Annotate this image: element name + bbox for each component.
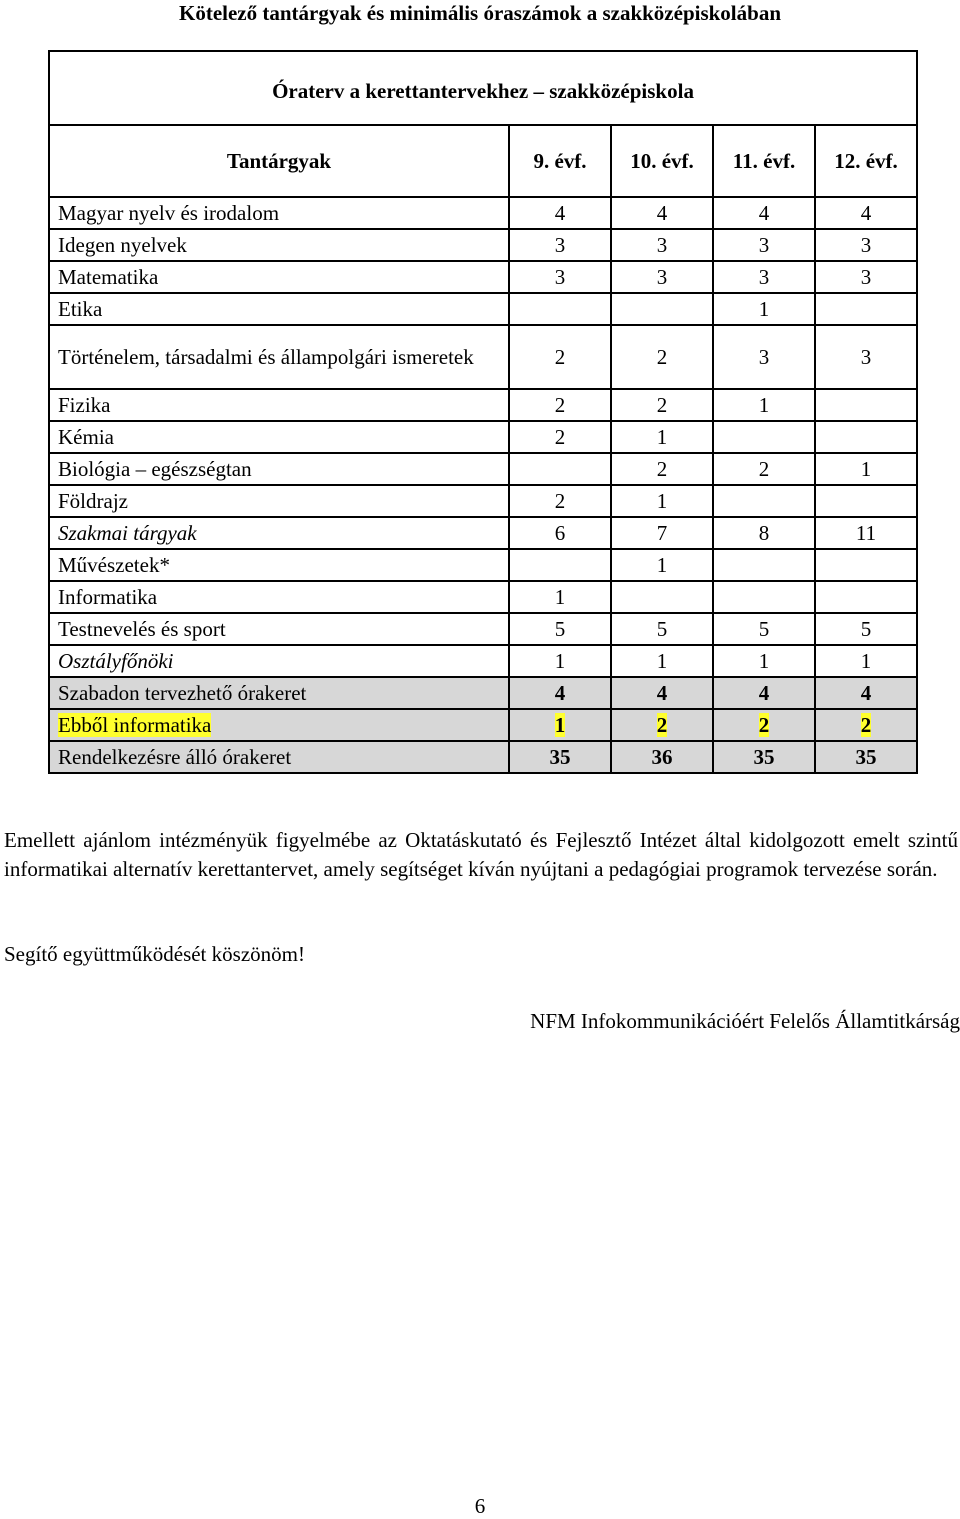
hours-value: 3: [656, 264, 668, 289]
hours-cell-grade-9: [509, 677, 611, 709]
hours-value: 4: [860, 680, 872, 705]
hours-cell-grade-12: [815, 709, 917, 741]
hours-value: 35: [549, 744, 571, 769]
hours-cell-grade-12: [815, 453, 917, 485]
hours-cell-grade-10: [611, 197, 713, 229]
hours-cell-grade-9: [509, 325, 611, 389]
hours-value: 36: [651, 744, 673, 769]
table-row: [49, 485, 917, 517]
page-title: Kötelező tantárgyak és minimális óraszámok a szakközépiskolában: [179, 1, 781, 25]
hours-cell-grade-12: [815, 421, 917, 453]
table-row: [49, 645, 917, 677]
subject-label: Magyar nyelv és irodalom: [58, 201, 280, 225]
subject-cell: [49, 261, 509, 293]
hours-cell-grade-12: [815, 261, 917, 293]
table-caption-row: [49, 51, 917, 125]
hours-value: 4: [554, 680, 566, 705]
hours-value: 1: [554, 584, 566, 609]
subject-cell: [49, 517, 509, 549]
hours-value: 1: [758, 296, 770, 321]
hours-value: 1: [758, 392, 770, 417]
subject-label: Matematika: [58, 265, 159, 289]
hours-value: 4: [860, 200, 872, 225]
hours-cell-grade-11: [713, 389, 815, 421]
hours-cell-grade-11: [713, 517, 815, 549]
curriculum-table: [48, 50, 918, 774]
hours-cell-grade-10: [611, 293, 713, 325]
recommendation-paragraph: Emellett ajánlom intézményük figyelmébe az Oktatáskutató és Fejlesztő Intézet által kidolgozott emelt szintű informatikai alternatív kerettantervet, amely segítséget kíván nyújtani a pedagógiai programok tervezése során.: [4, 828, 958, 881]
subject-cell: [49, 485, 509, 517]
hours-value: 2: [758, 712, 770, 737]
hours-value: 2: [758, 456, 770, 481]
hours-value: 3: [758, 264, 770, 289]
subject-cell: [49, 549, 509, 581]
hours-cell-grade-9: [509, 645, 611, 677]
hours-value: 1: [860, 456, 872, 481]
hours-cell-grade-10: [611, 741, 713, 773]
subject-label: Osztályfőnöki: [58, 649, 174, 673]
closing-line: Segítő együttműködését köszönöm!: [4, 942, 305, 966]
hours-value: 3: [860, 264, 872, 289]
hours-cell-grade-10: [611, 677, 713, 709]
hours-cell-grade-11: [713, 645, 815, 677]
hours-cell-grade-12: [815, 485, 917, 517]
table-header-row: [49, 125, 917, 197]
hours-cell-grade-12: [815, 389, 917, 421]
subject-label: Kémia: [58, 425, 114, 449]
hours-cell-grade-11: [713, 325, 815, 389]
hours-cell-grade-11: [713, 261, 815, 293]
table-row: [49, 613, 917, 645]
hours-value: 2: [656, 392, 668, 417]
hours-value: 35: [855, 744, 877, 769]
hours-cell-grade-9: [509, 261, 611, 293]
table-row: [49, 325, 917, 389]
hours-value: 4: [656, 200, 668, 225]
hours-value: 4: [656, 680, 668, 705]
hours-value: 1: [656, 648, 668, 673]
table-row: [49, 421, 917, 453]
hours-cell-grade-12: [815, 549, 917, 581]
hours-cell-grade-12: [815, 645, 917, 677]
table-row: [49, 293, 917, 325]
hours-cell-grade-12: [815, 677, 917, 709]
hours-cell-grade-11: [713, 197, 815, 229]
hours-cell-grade-9: [509, 517, 611, 549]
hours-cell-grade-10: [611, 581, 713, 613]
table-body: [49, 197, 917, 773]
hours-value: 1: [656, 488, 668, 513]
table-row: [49, 549, 917, 581]
subject-cell: [49, 197, 509, 229]
hours-cell-grade-11: [713, 293, 815, 325]
hours-value: 5: [656, 616, 668, 641]
hours-cell-grade-12: [815, 613, 917, 645]
hours-value: 1: [758, 648, 770, 673]
hours-value: 1: [554, 712, 566, 737]
hours-value: 3: [860, 344, 872, 369]
hours-value: 2: [554, 488, 566, 513]
hours-cell-grade-9: [509, 709, 611, 741]
subject-cell: [49, 645, 509, 677]
hours-cell-grade-11: [713, 709, 815, 741]
table-row: [49, 261, 917, 293]
hours-value: 1: [860, 648, 872, 673]
hours-cell-grade-10: [611, 645, 713, 677]
table-row: [49, 517, 917, 549]
hours-value: 2: [554, 344, 566, 369]
hours-cell-grade-10: [611, 421, 713, 453]
hours-cell-grade-10: [611, 261, 713, 293]
subject-label: Biológia – egészségtan: [58, 457, 252, 481]
subject-cell: [49, 677, 509, 709]
hours-cell-grade-11: [713, 741, 815, 773]
hours-value: 1: [656, 552, 668, 577]
subject-label: Ebből informatika: [58, 713, 212, 737]
subject-cell: [49, 613, 509, 645]
hours-cell-grade-10: [611, 709, 713, 741]
column-header-grade-12: 12. évf.: [815, 125, 917, 197]
table-caption: Óraterv a kerettantervekhez – szakközépiskola: [49, 51, 917, 125]
subject-label: Földrajz: [58, 489, 128, 513]
hours-value: 35: [753, 744, 775, 769]
hours-cell-grade-9: [509, 389, 611, 421]
hours-value: 3: [860, 232, 872, 257]
signature: NFM Infokommunikációért Felelős Államtitkárság: [530, 1009, 960, 1033]
hours-cell-grade-11: [713, 549, 815, 581]
column-header-grade-11: 11. évf.: [713, 125, 815, 197]
subject-cell: [49, 389, 509, 421]
subject-label: Informatika: [58, 585, 158, 609]
hours-cell-grade-10: [611, 549, 713, 581]
hours-cell-grade-9: [509, 453, 611, 485]
hours-cell-grade-9: [509, 229, 611, 261]
hours-cell-grade-11: [713, 485, 815, 517]
hours-cell-grade-10: [611, 517, 713, 549]
hours-cell-grade-12: [815, 581, 917, 613]
hours-cell-grade-10: [611, 485, 713, 517]
table-row: [49, 581, 917, 613]
subject-label: Etika: [58, 297, 103, 321]
hours-value: 3: [656, 232, 668, 257]
hours-value: 6: [554, 520, 566, 545]
subject-label: Történelem, társadalmi és állampolgári ismeretek: [58, 345, 474, 369]
subject-label: Testnevelés és sport: [58, 617, 226, 641]
hours-cell-grade-11: [713, 581, 815, 613]
hours-cell-grade-12: [815, 325, 917, 389]
column-header-grade-9: 9. évf.: [509, 125, 611, 197]
hours-value: 5: [554, 616, 566, 641]
hours-cell-grade-12: [815, 229, 917, 261]
subject-label: Szakmai tárgyak: [58, 521, 197, 545]
hours-cell-grade-9: [509, 197, 611, 229]
subject-cell: [49, 421, 509, 453]
hours-cell-grade-9: [509, 613, 611, 645]
hours-value: 11: [855, 520, 877, 545]
subject-cell: [49, 229, 509, 261]
hours-value: 2: [554, 424, 566, 449]
hours-cell-grade-12: [815, 197, 917, 229]
hours-value: 2: [656, 456, 668, 481]
hours-cell-grade-9: [509, 549, 611, 581]
table-row: [49, 741, 917, 773]
hours-value: 8: [758, 520, 770, 545]
hours-cell-grade-9: [509, 293, 611, 325]
table-row: [49, 229, 917, 261]
table-row: [49, 389, 917, 421]
hours-value: 3: [758, 344, 770, 369]
subject-cell: [49, 293, 509, 325]
hours-value: 3: [758, 232, 770, 257]
hours-value: 7: [656, 520, 668, 545]
subject-label: Szabadon tervezhető órakeret: [58, 681, 307, 705]
subject-cell: [49, 741, 509, 773]
hours-value: 1: [656, 424, 668, 449]
hours-value: 2: [860, 712, 872, 737]
subject-cell: [49, 453, 509, 485]
page-number: 6: [474, 1494, 486, 1518]
hours-cell-grade-9: [509, 421, 611, 453]
hours-value: 2: [656, 712, 668, 737]
subject-cell: [49, 709, 509, 741]
hours-value: 5: [860, 616, 872, 641]
hours-cell-grade-9: [509, 581, 611, 613]
hours-cell-grade-10: [611, 453, 713, 485]
subject-cell: [49, 325, 509, 389]
hours-cell-grade-12: [815, 517, 917, 549]
hours-cell-grade-10: [611, 229, 713, 261]
hours-value: 4: [758, 680, 770, 705]
hours-cell-grade-10: [611, 389, 713, 421]
table-row: [49, 453, 917, 485]
subject-label: Rendelkezésre álló órakeret: [58, 745, 292, 769]
subject-label: Idegen nyelvek: [58, 233, 187, 257]
hours-cell-grade-9: [509, 485, 611, 517]
hours-cell-grade-11: [713, 229, 815, 261]
table-row: [49, 709, 917, 741]
hours-cell-grade-10: [611, 325, 713, 389]
hours-cell-grade-11: [713, 677, 815, 709]
subject-label: Fizika: [58, 393, 111, 417]
column-header-subjects: Tantárgyak: [49, 125, 509, 197]
hours-cell-grade-11: [713, 421, 815, 453]
hours-cell-grade-11: [713, 453, 815, 485]
hours-cell-grade-12: [815, 293, 917, 325]
hours-value: 4: [758, 200, 770, 225]
table-row: [49, 197, 917, 229]
hours-cell-grade-9: [509, 741, 611, 773]
hours-cell-grade-12: [815, 741, 917, 773]
subject-label: Művészetek*: [58, 553, 170, 577]
hours-cell-grade-11: [713, 613, 815, 645]
hours-value: 4: [554, 200, 566, 225]
hours-value: 3: [554, 264, 566, 289]
hours-value: 3: [554, 232, 566, 257]
hours-cell-grade-10: [611, 613, 713, 645]
column-header-grade-10: 10. évf.: [611, 125, 713, 197]
hours-value: 2: [554, 392, 566, 417]
hours-value: 5: [758, 616, 770, 641]
subject-cell: [49, 581, 509, 613]
hours-value: 2: [656, 344, 668, 369]
table-row: [49, 677, 917, 709]
hours-value: 1: [554, 648, 566, 673]
